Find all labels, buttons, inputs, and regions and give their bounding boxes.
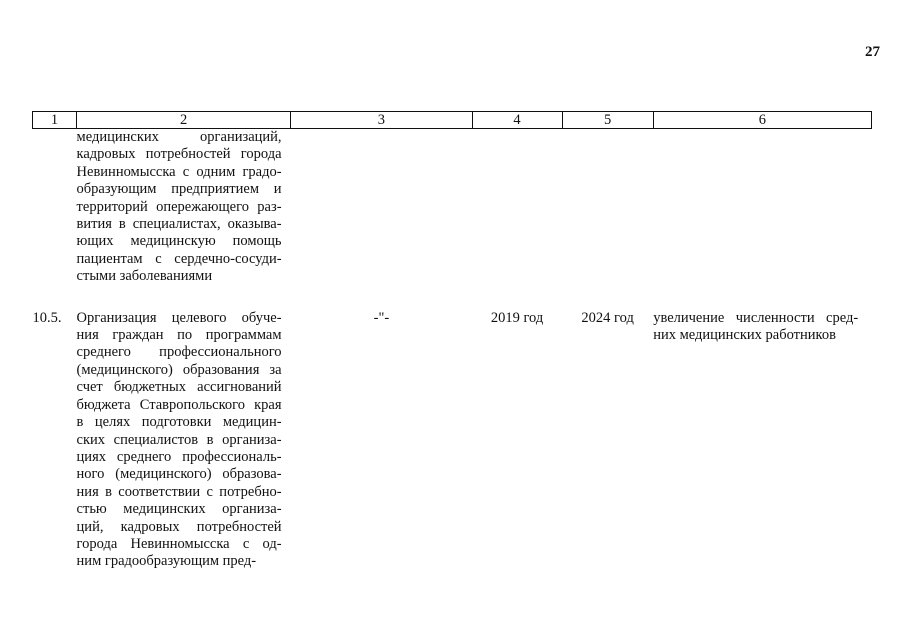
executor-cell <box>291 129 472 286</box>
row-number-cell <box>33 129 77 286</box>
result-cell <box>653 129 871 286</box>
header-cell-3: 3 <box>291 112 472 129</box>
description-line: ния граждан по программам <box>76 327 282 344</box>
description-line: ющих медицинскую помощь <box>76 233 282 250</box>
description-line: среднего профессионального <box>76 344 282 361</box>
description-line: ним градообразующим пред- <box>76 553 257 570</box>
result-line: них медицинских работников <box>653 327 836 344</box>
description-line: (медицинского) образования за <box>76 361 282 378</box>
table-row <box>33 129 872 286</box>
header-cell-6: 6 <box>653 112 871 129</box>
executor-cell: -"- <box>373 309 390 326</box>
description-line: циях среднего профессиональ- <box>76 448 282 465</box>
document-table <box>32 111 872 571</box>
result-cell <box>653 310 871 571</box>
table-row <box>33 310 872 571</box>
table-row-spacer <box>33 286 872 310</box>
header-cell-1: 1 <box>33 112 77 129</box>
description-line: ций, кадровых потребностей <box>76 518 282 535</box>
header-cell-2: 2 <box>77 112 291 129</box>
description-line: ских специалистов в организа- <box>76 431 282 448</box>
start-year-cell: 2019 год <box>490 309 544 326</box>
description-line: города Невинномысска с од- <box>76 535 282 552</box>
description-line: стью медицинских организа- <box>76 501 282 518</box>
description-line: территорий опережающего раз- <box>76 198 282 215</box>
end-year-cell <box>562 129 653 286</box>
header-cell-4: 4 <box>472 112 562 129</box>
description-line: кадровых потребностей города <box>76 146 282 163</box>
description-line: стыми заболеваниями <box>76 268 213 285</box>
table-header-row <box>33 112 872 129</box>
description-line: Невинномысска с одним градо- <box>76 163 282 180</box>
end-year-cell: 2024 год <box>581 309 634 326</box>
description-line: пациентам с сердечно-сосуди- <box>76 250 282 267</box>
result-line: увеличение численности сред- <box>653 309 859 326</box>
description-line: в целях подготовки медицин- <box>76 414 282 431</box>
description-line: бюджета Ставропольского края <box>76 396 282 413</box>
description-line: счет бюджетных ассигнований <box>76 379 282 396</box>
description-line: ного (медицинского) образова- <box>76 466 282 483</box>
description-cell <box>77 310 291 571</box>
description-line: ния в соответствии с потребно- <box>76 483 282 500</box>
header-cell-5: 5 <box>562 112 653 129</box>
page-number: 27 <box>865 44 880 60</box>
description-line: Организация целевого обуче- <box>76 309 282 326</box>
row-number-cell: 10.5. <box>32 309 62 326</box>
description-cell <box>77 129 291 286</box>
description-line: вития в специалистах, оказыва- <box>76 216 282 233</box>
start-year-cell <box>472 129 562 286</box>
description-line: медицинских организаций, <box>76 129 282 145</box>
description-line: образующим предприятием и <box>76 181 282 198</box>
